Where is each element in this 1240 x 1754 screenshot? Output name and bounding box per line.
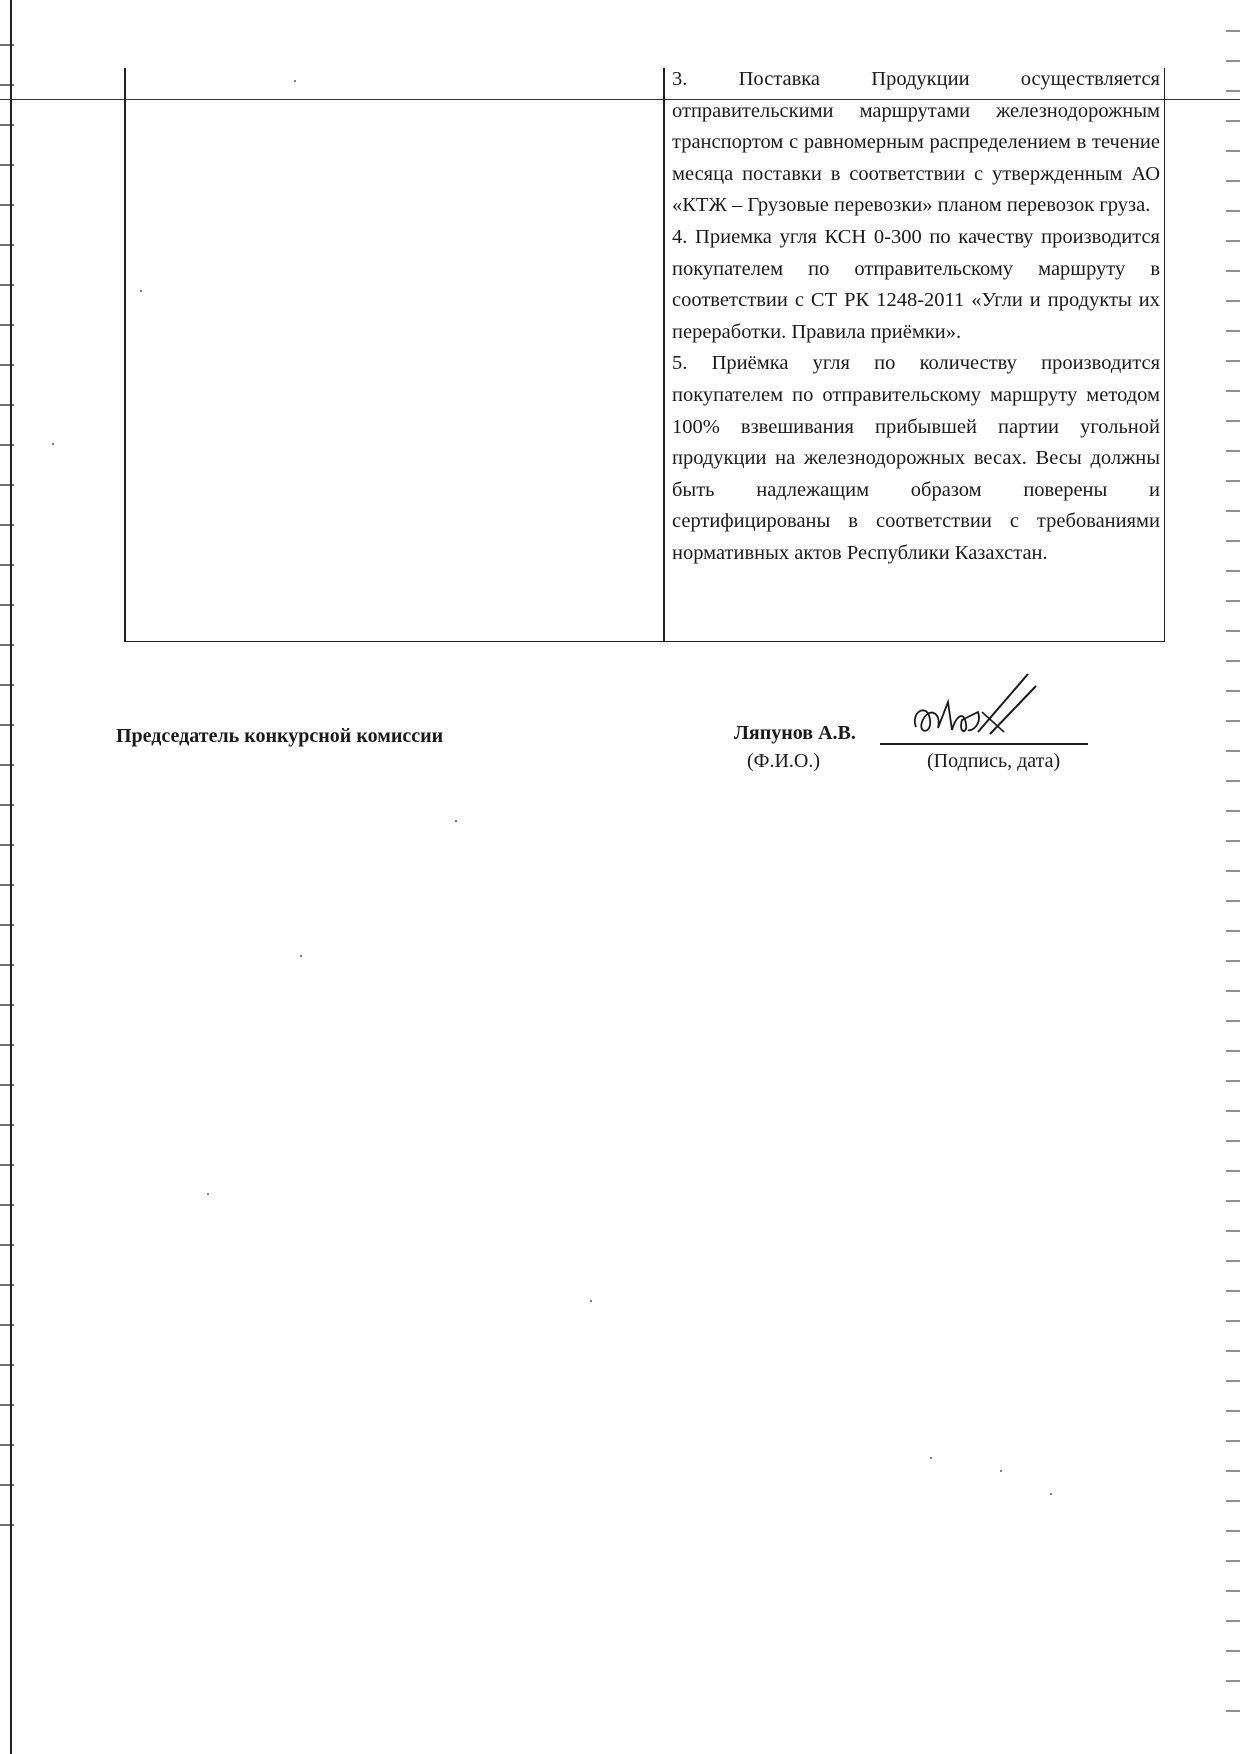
- scan-speck: [52, 443, 54, 445]
- scan-speck: [930, 1457, 932, 1459]
- scan-speck: [140, 290, 142, 292]
- condition-item-4: 4. Приемка угля КСН 0-300 по качеству производится покупателем по отправительскому маршруту в соответствии с СТ РК 1248-2011 «Угли и продукты их переработки. Правила приёмки».: [672, 225, 1160, 343]
- condition-item-3: 3. Поставка Продукции осуществляется отправительскими маршрутами железнодорожным транспортом с равномерным распределением в течение месяца поставки в соответствии с утвержденным АО «КТЖ – Грузовые перевозки» планом перевозок груза.: [672, 68, 1160, 217]
- scan-speck: [1050, 1493, 1052, 1495]
- handwritten-signature: [908, 672, 1048, 752]
- scan-speck: [1000, 1470, 1002, 1472]
- signatory-title: Председатель конкурсной комиссии: [116, 725, 444, 747]
- signatory-name: Ляпунов А.В.: [734, 722, 856, 744]
- scan-artifact-right: [1226, 20, 1240, 1720]
- fio-caption: (Ф.И.О.): [747, 750, 821, 772]
- scan-edge-left: [10, 0, 12, 1754]
- scan-speck: [590, 1300, 592, 1302]
- table-column-divider: [663, 68, 665, 642]
- scan-speck: [294, 80, 296, 82]
- table-cell-conditions: [672, 64, 1160, 570]
- scan-speck: [207, 1193, 209, 1195]
- scan-speck: [455, 820, 457, 822]
- condition-item-5: 5. Приёмка угля по количеству производится покупателем по отправительскому маршруту методом 100% взвешивания прибывшей партии угольной продукции на железнодорожных весах. Весы должны быть надлежащим образом поверены и сертифицированы в соответствии с требованиями нормативных актов Республики Казахстан.: [672, 352, 1160, 564]
- table-left-border: [124, 68, 126, 642]
- signature-date-caption: (Подпись, дата): [927, 750, 1061, 772]
- scan-speck: [300, 955, 302, 957]
